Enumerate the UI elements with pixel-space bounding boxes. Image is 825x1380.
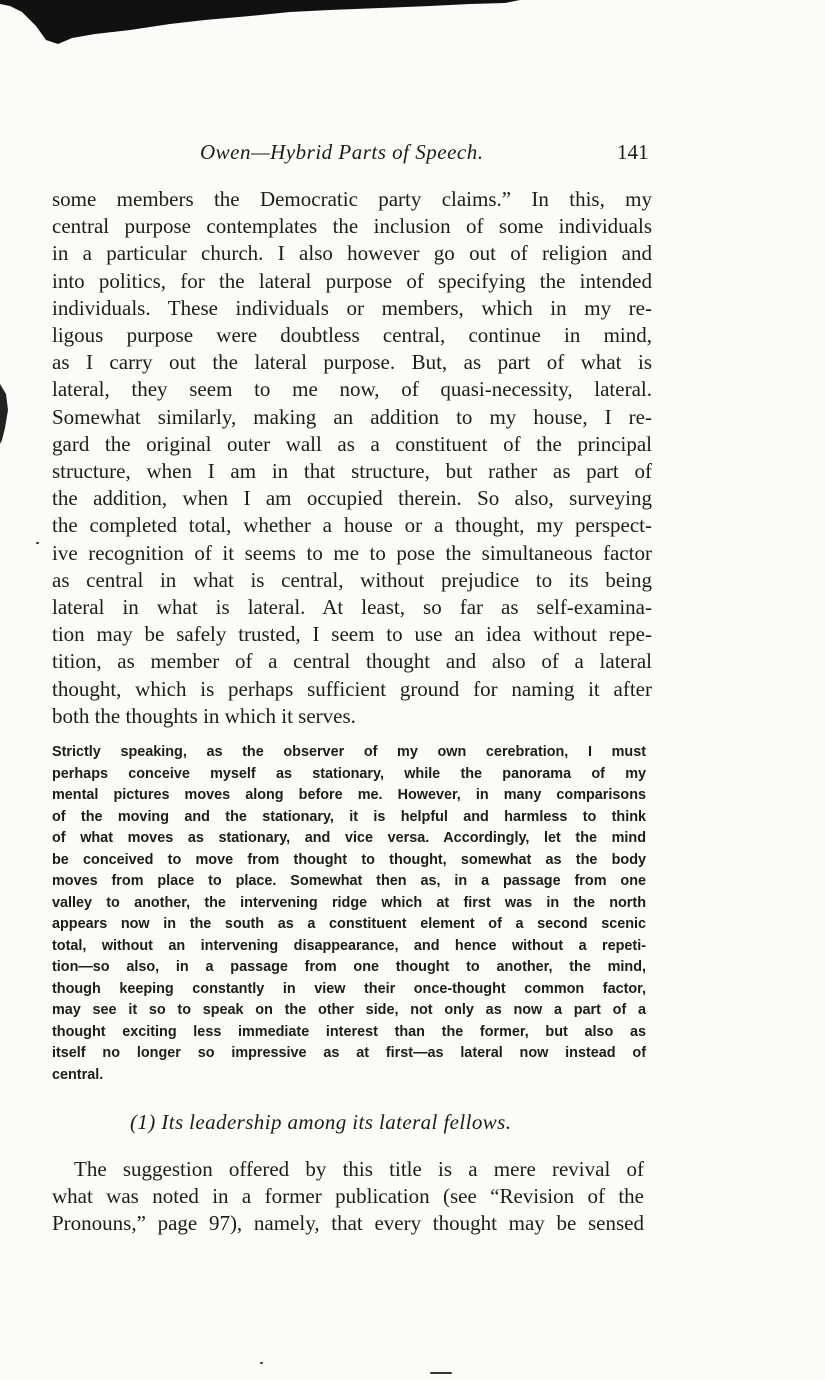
extract-line: valley to another, the intervening ridge which at first was in the north [52, 894, 646, 911]
text-line: some members the Democratic party claims.” In this, my [52, 187, 652, 211]
text-line: the addition, when I am occupied therein. So also, surveying [52, 486, 652, 511]
text-line: ligous purpose were doubtless central, continue in mind, [52, 323, 652, 348]
extract-line: though keeping constantly in view their once-thought common factor, [52, 980, 646, 997]
text-line: structure, when I am in that structure, but rather as part of [52, 459, 652, 484]
main-paragraph [52, 186, 652, 730]
scan-speck [260, 1362, 263, 1364]
section-paragraph [52, 1156, 644, 1238]
text-line: in a particular church. I also however go out of religion and [52, 241, 652, 266]
text-line: Pronouns,” page 97), namely, that every thought may be sensed [52, 1211, 644, 1236]
text-line: tition, as member of a central thought and also of a lateral [52, 649, 652, 674]
extract-line: be conceived to move from thought to thought, somewhat as the body [52, 851, 646, 868]
extract-line: Strictly speaking, as the observer of my own cerebration, I must [52, 744, 646, 760]
text-line: lateral in what is lateral. At least, so far as self-examina- [52, 595, 652, 620]
text-line: gard the original outer wall as a constituent of the principal [52, 431, 652, 456]
text-line: tion may be safely trusted, I seem to use an idea without repe- [52, 622, 652, 647]
text-line: central purpose contemplates the inclusion of some individuals [52, 214, 652, 239]
page-number: 141 [617, 140, 649, 164]
text-line: as central in what is central, without prejudice to its being [52, 567, 652, 592]
text-line: into politics, for the lateral purpose of specifying the intended [52, 268, 652, 293]
extract-line: of what moves as stationary, and vice versa. Accordingly, let the mind [52, 830, 646, 846]
page-header [52, 140, 652, 172]
text-line: as I carry out the lateral purpose. But, as part of what is [52, 350, 652, 375]
extract-line: mental pictures moves along before me. However, in many comparisons [52, 787, 646, 803]
extract-line: thought exciting less immediate interest than the former, but also as [52, 1023, 646, 1040]
scan-speck [430, 1372, 452, 1374]
text-line: the completed total, whether a house or a thought, my perspect- [52, 513, 652, 538]
text-line: thought, which is perhaps sufficient ground for naming it after [52, 676, 652, 701]
text-line: individuals. These individuals or members, which in my re- [52, 295, 652, 320]
extract-line: appears now in the south as a constituent element of a second scenic [52, 916, 646, 932]
text-line: ive recognition of it seems to me to pose the simultaneous factor [52, 540, 652, 565]
extract-line: central. [52, 1066, 104, 1083]
scan-speck [36, 542, 39, 544]
text-line: The suggestion offered by this title is a mere revival of [74, 1157, 644, 1181]
text-line: Somewhat similarly, making an addition to my house, I re- [52, 404, 652, 429]
binding-mark [0, 384, 8, 444]
extract-line: tion—so also, in a passage from one thought to another, the mind, [52, 959, 646, 975]
small-print-extract [52, 742, 646, 1086]
running-head: Owen—Hybrid Parts of Speech. [200, 140, 484, 164]
text-line: what was noted in a former publication (see “Revision of the [52, 1184, 644, 1209]
extract-line: itself no longer so impressive as at first—as lateral now instead of [52, 1045, 646, 1061]
extract-line: total, without an intervening disappearance, and hence without a repeti- [52, 937, 646, 954]
extract-line: may see it so to speak on the other side, not only as now a part of a [52, 1002, 646, 1018]
scan-edge-shadow [0, 0, 520, 46]
extract-line: perhaps conceive myself as stationary, while the panorama of my [52, 765, 646, 782]
extract-line: of the moving and the stationary, it is helpful and harmless to think [52, 808, 646, 825]
extract-line: moves from place to place. Somewhat then as, in a passage from one [52, 873, 646, 889]
text-line: both the thoughts in which it serves. [52, 703, 356, 728]
text-line: lateral, they seem to me now, of quasi-necessity, lateral. [52, 377, 652, 402]
section-heading: (1) Its leadership among its lateral fellows. [130, 1110, 512, 1134]
